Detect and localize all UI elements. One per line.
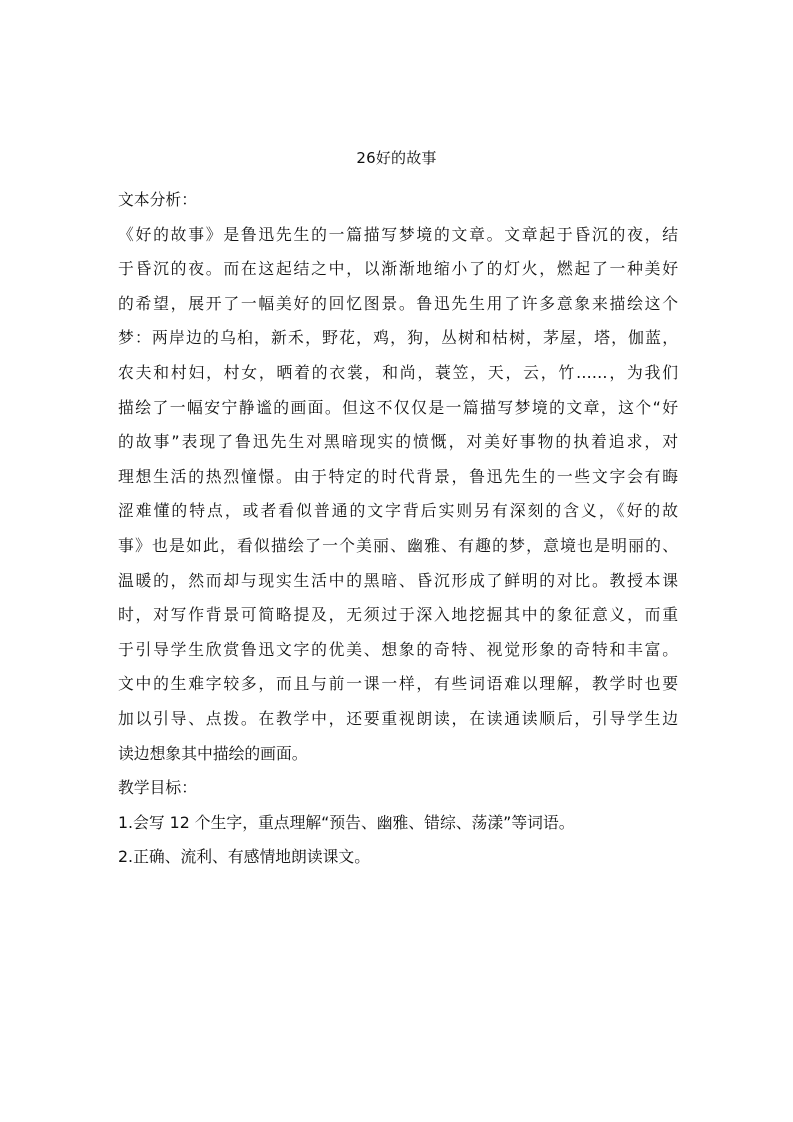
paragraph-line: 温暖的，然而却与现实生活中的黑暗、昏沉形成了鲜明的对比。教授本课 — [118, 570, 678, 590]
document-title: 26好的故事 — [356, 149, 437, 167]
paragraph-line: 的故事”表现了鲁迅先生对黑暗现实的愤慨，对美好事物的执着追求，对 — [118, 432, 678, 452]
paragraph-line: 文中的生难字较多，而且与前一课一样，有些词语难以理解，教学时也要 — [118, 674, 678, 694]
paragraph-line: 农夫和村妇，村女，晒着的衣裳，和尚，蓑笠，天，云，竹……，为我们 — [118, 362, 678, 382]
paragraph-line: 读边想象其中描绘的画面。 — [118, 743, 308, 763]
paragraph-line: 《好的故事》是鲁迅先生的一篇描写梦境的文章。文章起于昏沉的夜，结 — [118, 224, 678, 244]
paragraph-line: 涩难懂的特点，或者看似普通的文字背后实则另有深刻的含义，《好的故 — [118, 501, 678, 521]
paragraph-line: 时，对写作背景可简略提及，无须过于深入地挖掘其中的象征意义，而重 — [118, 605, 678, 625]
section-heading-text-analysis: 文本分析： — [118, 190, 197, 209]
paragraph-line: 于引导学生欣赏鲁迅文字的优美、想象的奇特、视觉形象的奇特和丰富。 — [118, 639, 678, 659]
paragraph-line: 加以引导、点拨。在教学中，还要重视朗读，在读通读顺后，引导学生边 — [118, 708, 678, 728]
goal-item: 1.会写 12 个生字，重点理解“预告、幽雅、错综、荡漾”等词语。 — [118, 812, 575, 832]
paragraph-line: 梦：两岸边的乌桕，新禾，野花，鸡，狗，丛树和枯树，茅屋，塔，伽蓝， — [118, 328, 678, 348]
goal-item: 2.正确、流利、有感情地朗读课文。 — [118, 847, 371, 867]
analysis-paragraph — [118, 218, 678, 772]
paragraph-line: 的希望，展开了一幅美好的回忆图景。鲁迅先生用了许多意象来描绘这个 — [118, 293, 678, 313]
document-body — [118, 183, 678, 875]
paragraph-line: 于昏沉的夜。而在这起结之中，以渐渐地缩小了的灯火，燃起了一种美好 — [118, 259, 678, 279]
goals-list — [118, 806, 678, 875]
paragraph-line: 描绘了一幅安宁静谧的画面。但这不仅仅是一篇描写梦境的文章，这个“好 — [118, 397, 678, 417]
section-heading-teaching-goals: 教学目标： — [118, 778, 197, 798]
paragraph-line: 理想生活的热烈憧憬。由于特定的时代背景，鲁迅先生的一些文字会有晦 — [118, 466, 678, 486]
paragraph-line: 事》也是如此，看似描绘了一个美丽、幽雅、有趣的梦，意境也是明丽的、 — [118, 535, 678, 555]
